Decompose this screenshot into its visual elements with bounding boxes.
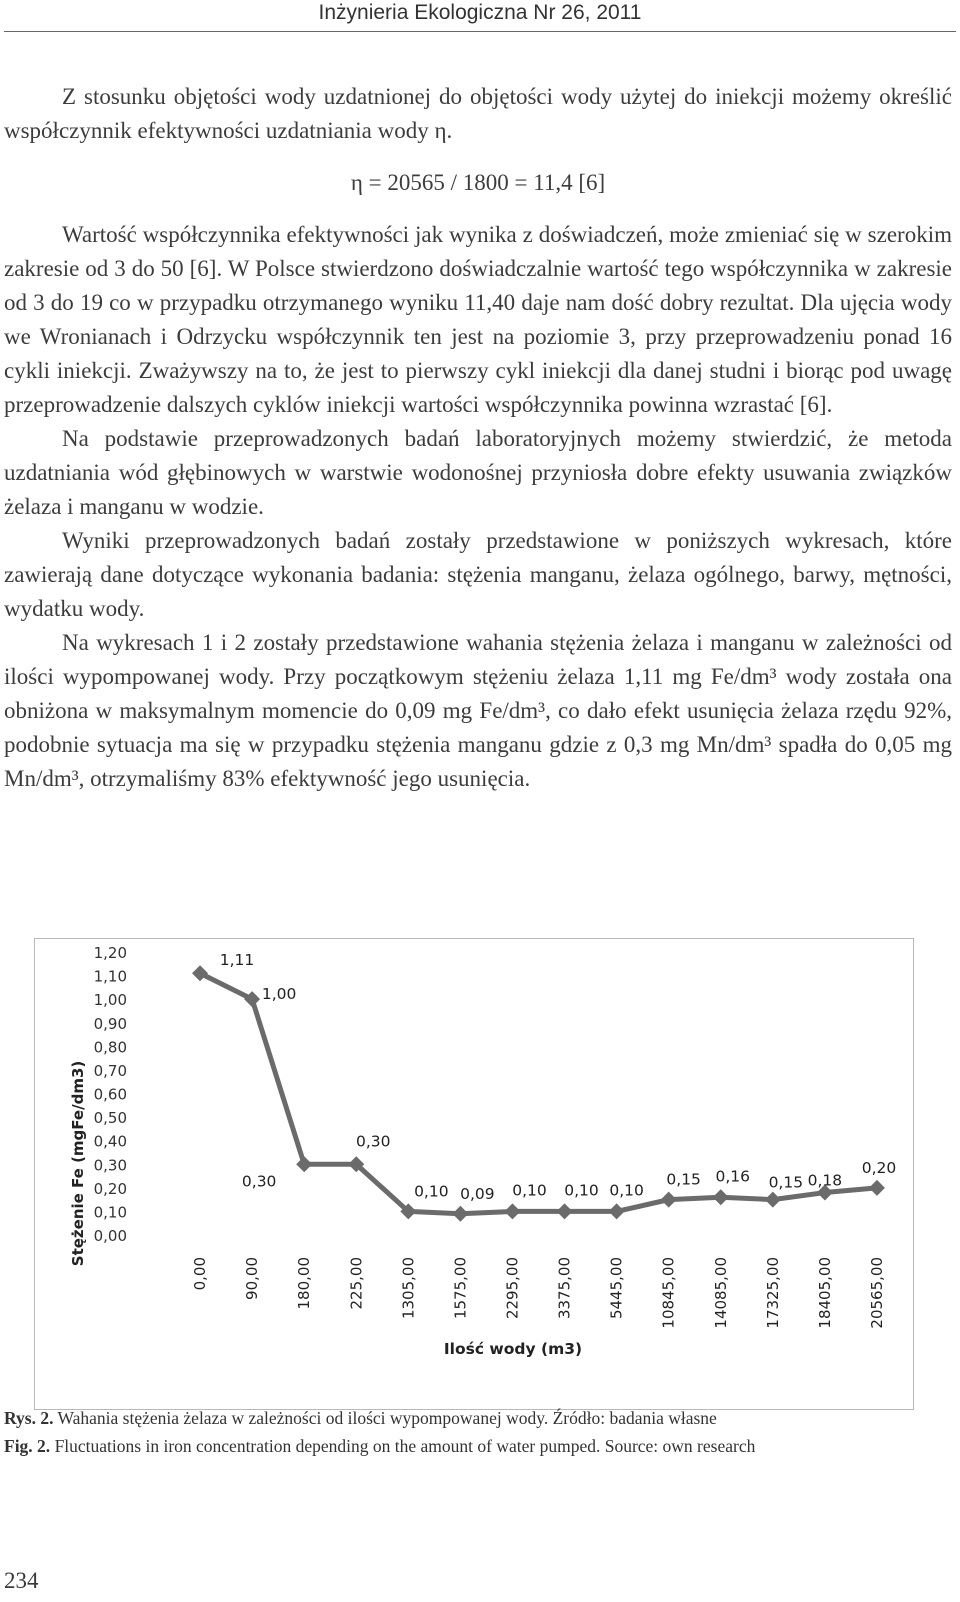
paragraph-results-overview: Wyniki przeprowadzonych badań zostały przedstawione w poniższych wykresach, które zawierają dane dotyczące wykonania badania: stężenia manganu, żelaza ogólnego, barwy, mętności, wydatku wody. (4, 528, 952, 621)
y-tick-label: 0,60 (93, 1085, 127, 1104)
data-label: 0,30 (355, 1132, 391, 1151)
x-tick-label: 1575,00 (451, 1257, 470, 1320)
y-tick-label: 0,20 (93, 1179, 127, 1198)
data-point (713, 1189, 729, 1205)
data-label: 1,11 (219, 951, 255, 970)
data-label: 0,10 (414, 1182, 449, 1201)
y-tick-label: 1,00 (93, 991, 127, 1010)
x-tick-label: 20565,00 (867, 1257, 886, 1329)
y-tick-label: 0,30 (93, 1156, 127, 1175)
x-tick-label: 1305,00 (399, 1257, 418, 1320)
iron-concentration-chart (34, 938, 914, 1410)
y-tick-label: 0,90 (93, 1014, 127, 1033)
paragraph-coefficient-range: Wartość współczynnika efektywności jak wynika z doświadczeń, może zmieniać się w szerokim zakresie od 3 do 50 [6]. W Polsce stwierdzono doświadczalnie wartość tego współczynnika w zakresie od 3 do 19 co w przypadku otrzymanego wyniku 11,40 daje nam dość dobry rezultat. Dla ujęcia wody we Wronianach i Odrzycku współczynnik ten jest na poziomie 3, przy przeprowadzeniu ponad 16 cykli iniekcji. Zważywszy na to, że jest to pierwszy cykl iniekcji dla danej studni i biorąc pod uwagę przeprowadzenie dalszych cyklów iniekcji wartości współczynnika powinna wzrastać [6]. (4, 222, 952, 417)
y-tick-label: 1,10 (93, 967, 127, 986)
data-point (296, 1156, 312, 1172)
data-label: 0,10 (609, 1181, 644, 1200)
figure-caption-en (4, 1434, 960, 1458)
x-tick-label: 0,00 (191, 1257, 210, 1291)
data-point (504, 1203, 520, 1219)
data-label: 0,30 (241, 1172, 277, 1191)
y-tick-label: 1,20 (93, 944, 127, 962)
x-tick-label: 18405,00 (815, 1257, 834, 1329)
data-point (765, 1192, 781, 1208)
caption-pl-label: Rys. 2. (4, 1408, 54, 1428)
y-tick-label: 0,80 (93, 1038, 127, 1057)
data-point (192, 965, 208, 981)
x-tick-label: 2295,00 (503, 1257, 522, 1320)
y-tick-label: 0,40 (93, 1132, 127, 1151)
data-label: 0,15 (666, 1170, 701, 1189)
data-point (244, 991, 260, 1007)
paragraph-conclusion: Na podstawie przeprowadzonych badań laboratoryjnych możemy stwierdzić, że metoda uzdatniania wód głębinowych w warstwie wodonośnej przyniosła dobre efekty usuwania związków żelaza i manganu w wodzie. (4, 426, 952, 519)
data-label: 0,15 (768, 1173, 804, 1192)
article-body (4, 80, 952, 796)
data-label: 0,09 (460, 1184, 495, 1203)
data-label: 0,10 (512, 1181, 547, 1200)
y-tick-label: 0,50 (93, 1109, 127, 1128)
y-tick-label: 0,70 (93, 1061, 127, 1080)
y-axis-title: Stężenie Fe (mgFe/dm3) (69, 1060, 87, 1267)
paragraph-efficiency-intro: Z stosunku objętości wody uzdatnionej do objętości wody użytej do iniekcji możemy określić współczynnik efektywności uzdatniania wody η. (4, 84, 952, 143)
data-point (452, 1206, 468, 1222)
x-tick-label: 10845,00 (659, 1257, 678, 1329)
figure-caption-pl (4, 1406, 960, 1430)
x-tick-label: 3375,00 (555, 1257, 574, 1320)
x-tick-label: 17325,00 (763, 1257, 782, 1329)
y-tick-label: 0,00 (93, 1227, 127, 1245)
data-label: 1,00 (261, 985, 297, 1004)
caption-en-text: Fluctuations in iron concentration depending on the amount of water pumped. Source: own research (54, 1436, 756, 1456)
caption-pl-text: Wahania stężenia żelaza w zależności od ilości wypompowanej wody. Źródło: badania własne (57, 1408, 717, 1428)
chart-canvas (35, 939, 913, 1409)
header-divider (4, 31, 956, 32)
x-tick-label: 14085,00 (711, 1257, 730, 1329)
data-label: 0,20 (861, 1158, 897, 1177)
data-point (869, 1180, 885, 1196)
paragraph-iron-manganese: Na wykresach 1 i 2 zostały przedstawione wahania stężenia żelaza i manganu w zależności od ilości wypompowanej wody. Przy początkowym stężeniu żelaza 1,11 mg Fe/dm³ wody została ona obniżona w maksymalnym momencie do 0,09 mg Fe/dm³, co dało efekt usunięcia żelaza rzędu 92%, podobnie sytuacja ma się w przypadku stężenia manganu gdzie z 0,3 mg Mn/dm³ spadła do 0,05 mg Mn/dm³, otrzymaliśmy 83% efektywność jego usunięcia. (4, 630, 952, 791)
page-number: 234 (4, 1568, 39, 1593)
caption-en-label: Fig. 2. (4, 1436, 51, 1456)
data-label: 0,10 (564, 1181, 599, 1200)
x-tick-label: 180,00 (295, 1257, 314, 1310)
data-point (609, 1203, 625, 1219)
efficiency-formula: η = 20565 / 1800 = 11,4 [6] (350, 170, 606, 195)
data-label: 0,18 (807, 1171, 843, 1190)
data-point (557, 1203, 573, 1219)
data-label: 0,16 (715, 1167, 751, 1186)
y-tick-label: 0,10 (93, 1203, 127, 1222)
x-axis-title: Ilość wody (m3) (443, 1340, 583, 1358)
data-point (661, 1192, 677, 1208)
x-tick-label: 90,00 (243, 1257, 262, 1300)
x-tick-label: 225,00 (347, 1257, 366, 1310)
x-tick-label: 5445,00 (607, 1257, 626, 1320)
journal-header: Inżynieria Ekologiczna Nr 26, 2011 (318, 1, 642, 24)
